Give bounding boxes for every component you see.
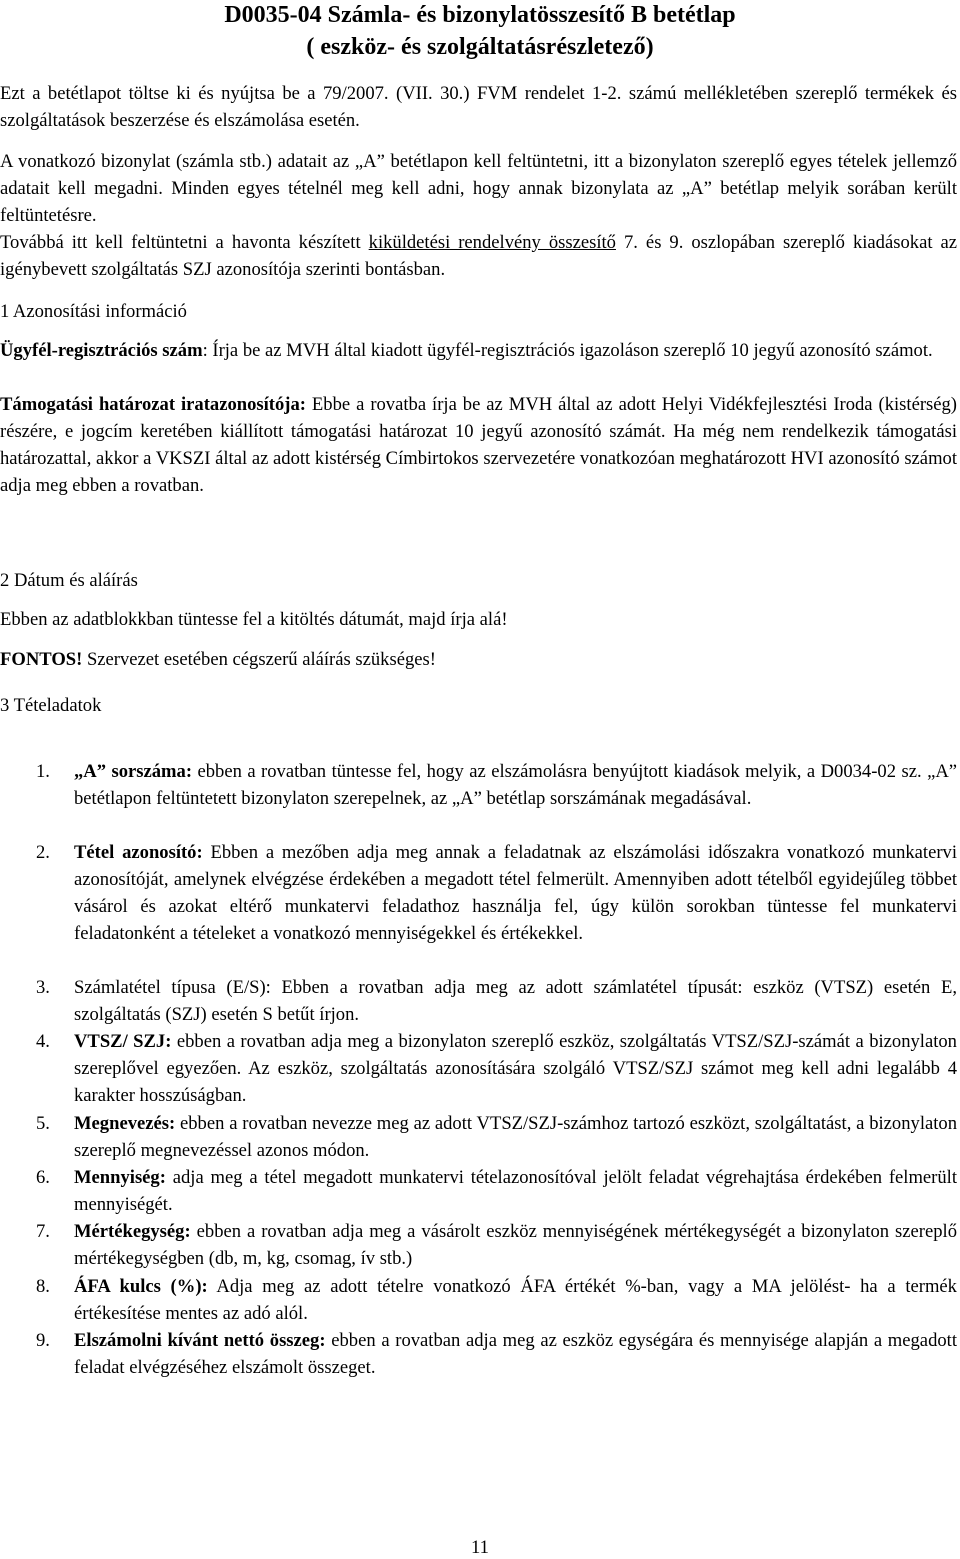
document-subtitle: ( eszköz- és szolgáltatásrészletező) <box>306 34 654 60</box>
important-note <box>0 646 436 673</box>
list-item-number: 4. <box>36 1031 50 1052</box>
list-item-body: Számlatétel típusa (E/S): Ebben a rovatban adja meg az adott számlatétel típusát: eszköz (VTSZ) esetén E, szolgáltatás (SZJ) esetén S betűt írjon. <box>74 977 957 1025</box>
list-item-number: 7. <box>36 1221 50 1242</box>
list-item-body: ebben a rovatban nevezze meg az adott VTSZ/SZJ-számhoz tartozó eszközt, szolgáltatást, a bizonylaton szereplő megnevezéssel azonos módon. <box>74 1113 957 1161</box>
list-item-text <box>74 758 957 812</box>
list-item-text <box>74 974 957 1028</box>
list-item-text <box>74 1327 957 1381</box>
list-item-label: Tétel azonosító: <box>74 842 203 863</box>
list-item-text <box>74 1028 957 1109</box>
intro-p3-start: Továbbá itt kell feltüntetni a havonta készített <box>0 232 369 253</box>
list-item-text <box>74 839 957 947</box>
client-registration-paragraph <box>0 337 957 364</box>
list-item-label: Mennyiség: <box>74 1167 166 1188</box>
list-item-number: 1. <box>36 761 50 782</box>
list-item-body: Adja meg az adott tételre vonatkozó ÁFA értékét %-ban, vagy a MA jelölést- ha a termék értékesítése mentes az adó alól. <box>74 1276 957 1324</box>
client-registration-text: : Írja be az MVH által kiadott ügyfél-regisztrációs igazoláson szereplő 10 jegyű azonosító számot. <box>202 340 933 361</box>
intro-paragraph-3 <box>0 229 957 283</box>
list-item-label: „A” sorszáma: <box>74 761 193 782</box>
list-item-body: Ebben a mezőben adja meg annak a feladatnak az elszámolási időszakra vonatkozó munkatervi azonosítóját, amelynek elvégzése érdekében a megadott tétel felmerült. Amennyiben adott tételből egyidejűleg többet vásárol és azokat eltérő munkatervi feladathoz használja fel, úgy külön sorokban tüntesse fel munkatervi feladatonként a tételeket a vonatkozó mennyiségekkel és értékekkel. <box>74 842 957 944</box>
list-item-text <box>74 1164 957 1218</box>
list-item-number: 8. <box>36 1276 50 1297</box>
list-item-body: ebben a rovatban adja meg a bizonylaton szereplő eszköz, szolgáltatás VTSZ/SZJ-számát a bizonylaton szereplővel egyezően. Az eszköz, szolgáltatás azonosítására szolgáló VTSZ/SZJ számot meg kell adni legalább 4 karakter hosszúságban. <box>74 1031 957 1106</box>
intro-p3-underlined: kiküldetési rendelvény összesítő <box>368 232 616 253</box>
list-item-text <box>74 1218 957 1272</box>
list-item-number: 3. <box>36 977 50 998</box>
list-item-body: ebben a rovatban adja meg a vásárolt eszköz mennyiségének mértékegységét a bizonylaton szereplő mértékegységben (db, m, kg, csomag, ív stb.) <box>74 1221 957 1269</box>
list-item-label: ÁFA kulcs (%): <box>74 1276 208 1297</box>
support-decision-paragraph <box>0 391 957 499</box>
intro-paragraph-2: A vonatkozó bizonylat (számla stb.) adatait az „A” betétlapon kell feltüntetni, itt a bizonylaton szereplő egyes tételek jellemző adatait kell megadni. Minden egyes tételnél meg kell adni, hogy annak bizonylata az „A” betétlap melyik sorában került feltüntetésre. <box>0 151 957 226</box>
date-signature-text: Ebben az adatblokkban tüntesse fel a kitöltés dátumát, majd írja alá! <box>0 609 508 630</box>
support-decision-label: Támogatási határozat iratazonosítója: <box>0 394 306 415</box>
page-number: 11 <box>471 1537 489 1558</box>
list-item-number: 9. <box>36 1330 50 1351</box>
list-item-label: Mértékegység: <box>74 1221 191 1242</box>
list-item-label: Megnevezés: <box>74 1113 176 1134</box>
list-item-text <box>74 1110 957 1164</box>
list-item-number: 5. <box>36 1113 50 1134</box>
client-registration-label: Ügyfél-regisztrációs szám <box>0 340 203 361</box>
section-1-heading: 1 Azonosítási információ <box>0 301 187 322</box>
list-item-label: Elszámolni kívánt nettó összeg: <box>74 1330 326 1351</box>
list-item-body: adja meg a tétel megadott munkatervi tételazonosítóval jelölt feladat végrehajtása érdekében felmerült mennyiségét. <box>74 1167 957 1215</box>
list-item-text <box>74 1273 957 1327</box>
important-text: Szervezet esetében cégszerű aláírás szükséges! <box>82 649 436 670</box>
important-label: FONTOS! <box>0 649 83 670</box>
section-3-heading: 3 Tételadatok <box>0 695 102 716</box>
list-item-number: 6. <box>36 1167 50 1188</box>
intro-paragraph-1: Ezt a betétlapot töltse ki és nyújtsa be a 79/2007. (VII. 30.) FVM rendelet 1-2. számú mellékletében szereplő termékek és szolgáltatások beszerzése és elszámolása esetén. <box>0 83 957 131</box>
list-item-body: ebben a rovatban tüntesse fel, hogy az elszámolásra benyújtott kiadások melyik, a D0034-02 sz. „A” betétlapon feltüntetett bizonylaton szerepelnek, az „A” betétlap sorszámának megadásával. <box>74 761 958 809</box>
list-item-body: ebben a rovatban adja meg az eszköz egységára és mennyisége alapján a megadott feladat elvégzéséhez elszámolt összeget. <box>74 1330 957 1378</box>
document-title: D0035-04 Számla- és bizonylatösszesítő B betétlap <box>224 2 736 28</box>
section-2-heading: 2 Dátum és aláírás <box>0 570 138 591</box>
list-item-label: VTSZ/ SZJ: <box>74 1031 172 1052</box>
support-decision-text: Ebbe a rovatba írja be az MVH által az adott Helyi Vidékfejlesztési Iroda (kistérség) részére, e jogcím keretében kiállított támogatási határozat 10 jegyű azonosító számát. Ha még nem rendelkezik támogatási határozattal, akkor a VKSZI által az adott kistérség Címbirtokos szervezetére vonatkozóan meghatározott HVI azonosító számot adja meg ebben a rovatban. <box>0 394 957 496</box>
intro-p3-end: 7. és 9. oszlopában szereplő kiadásokat az igénybevett szolgáltatás SZJ azonosítója szerinti bontásban. <box>0 232 957 280</box>
list-item-number: 2. <box>36 842 50 863</box>
